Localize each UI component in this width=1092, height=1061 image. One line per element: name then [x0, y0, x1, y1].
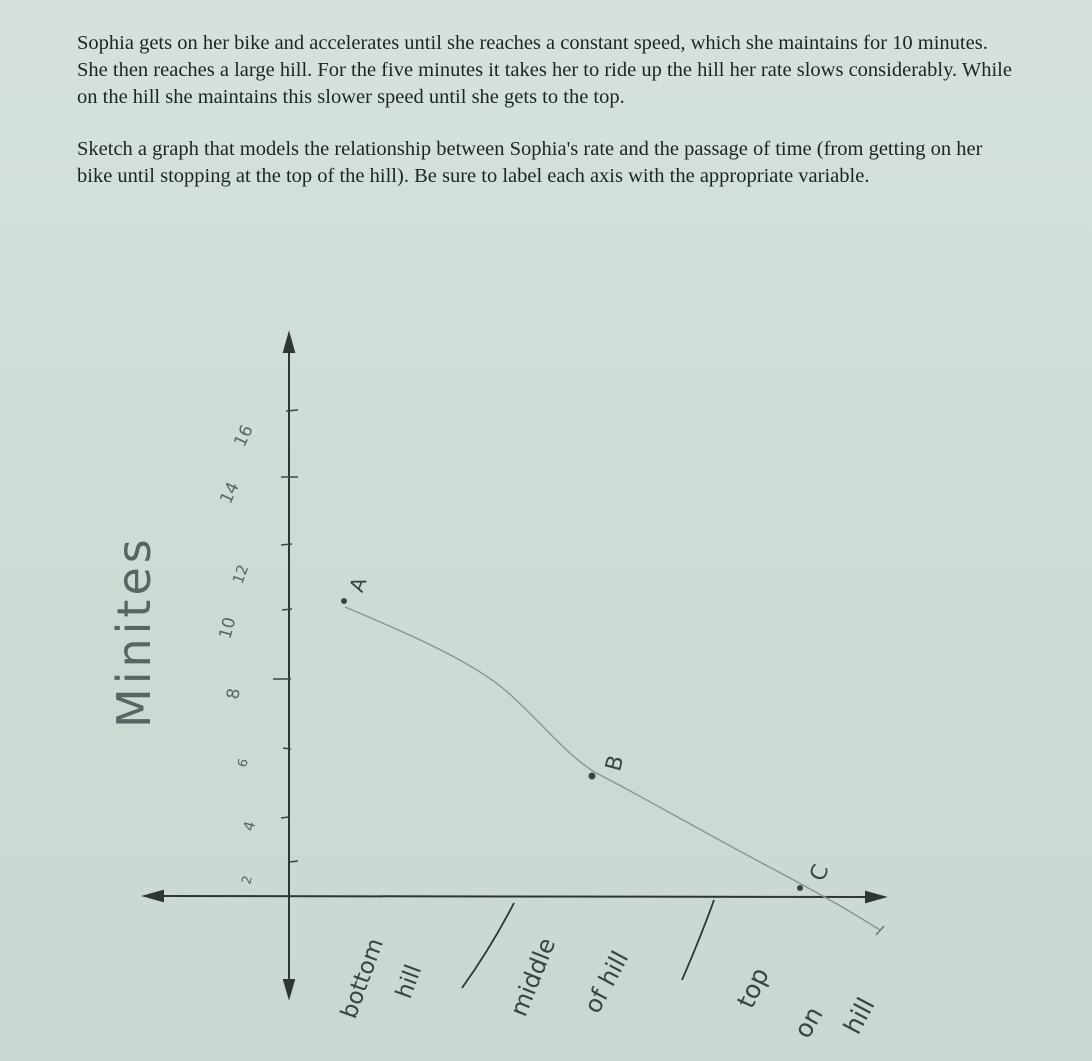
section-label: hill — [837, 992, 881, 1039]
section-label: hill — [391, 961, 428, 1003]
point-c-label: C — [805, 861, 835, 885]
x-axis — [160, 896, 868, 897]
y-tick-label: 8 — [223, 686, 245, 701]
y-tick-labels — [216, 422, 260, 886]
divider-1 — [462, 903, 514, 988]
y-axis-arrow-bottom — [284, 980, 294, 997]
section-label: bottom — [336, 934, 390, 1023]
plotted-points — [341, 574, 834, 891]
y-axis-label: Minites — [107, 535, 161, 728]
y-tick — [281, 544, 292, 545]
y-tick-label: 10 — [215, 615, 241, 642]
y-tick — [289, 861, 298, 862]
problem-paragraph-2: Sketch a graph that models the relationship between Sophia's rate and the passage of time (from getting on her bike until stopping at the top of the hill). Be sure to label each axis with the appropriate variable. — [77, 138, 983, 187]
y-tick-label: 14 — [216, 479, 244, 508]
point-b-label: B — [601, 752, 630, 774]
section-label: on — [788, 1001, 829, 1043]
point-c-dot — [797, 885, 803, 891]
y-tick-label: 12 — [228, 562, 253, 587]
x-axis-arrow-left — [145, 891, 163, 901]
y-tick — [281, 817, 289, 818]
y-tick-label: 6 — [235, 757, 253, 770]
section-label: of hill — [578, 946, 635, 1018]
y-tick-label: 4 — [239, 819, 260, 834]
y-tick-label: 16 — [230, 422, 258, 451]
section-label: top — [731, 963, 775, 1013]
problem-paragraph-1: Sophia gets on her bike and accelerates until she reaches a constant speed, which she maintains for 10 minutes. She then reaches a large hill. For the five minutes it takes her to ride up the hill her rate slows considerably. While on the hill she maintains this slower speed until she gets to the top. — [77, 32, 1012, 108]
y-tick — [282, 609, 292, 610]
point-a-label: A — [344, 573, 372, 596]
y-tick — [286, 410, 298, 411]
y-tick-label: 2 — [239, 874, 257, 887]
x-axis-arrow-right — [866, 892, 884, 902]
y-axis-arrow-top — [284, 334, 294, 352]
x-section-labels — [336, 934, 880, 1043]
section-dividers — [462, 900, 714, 988]
y-tick-marks — [273, 410, 298, 862]
divider-2 — [682, 900, 714, 980]
point-b-dot — [589, 773, 596, 780]
section-label: middle — [504, 933, 562, 1021]
y-tick — [283, 748, 291, 749]
curve-end-mark — [876, 926, 884, 935]
point-a-dot — [341, 598, 347, 604]
